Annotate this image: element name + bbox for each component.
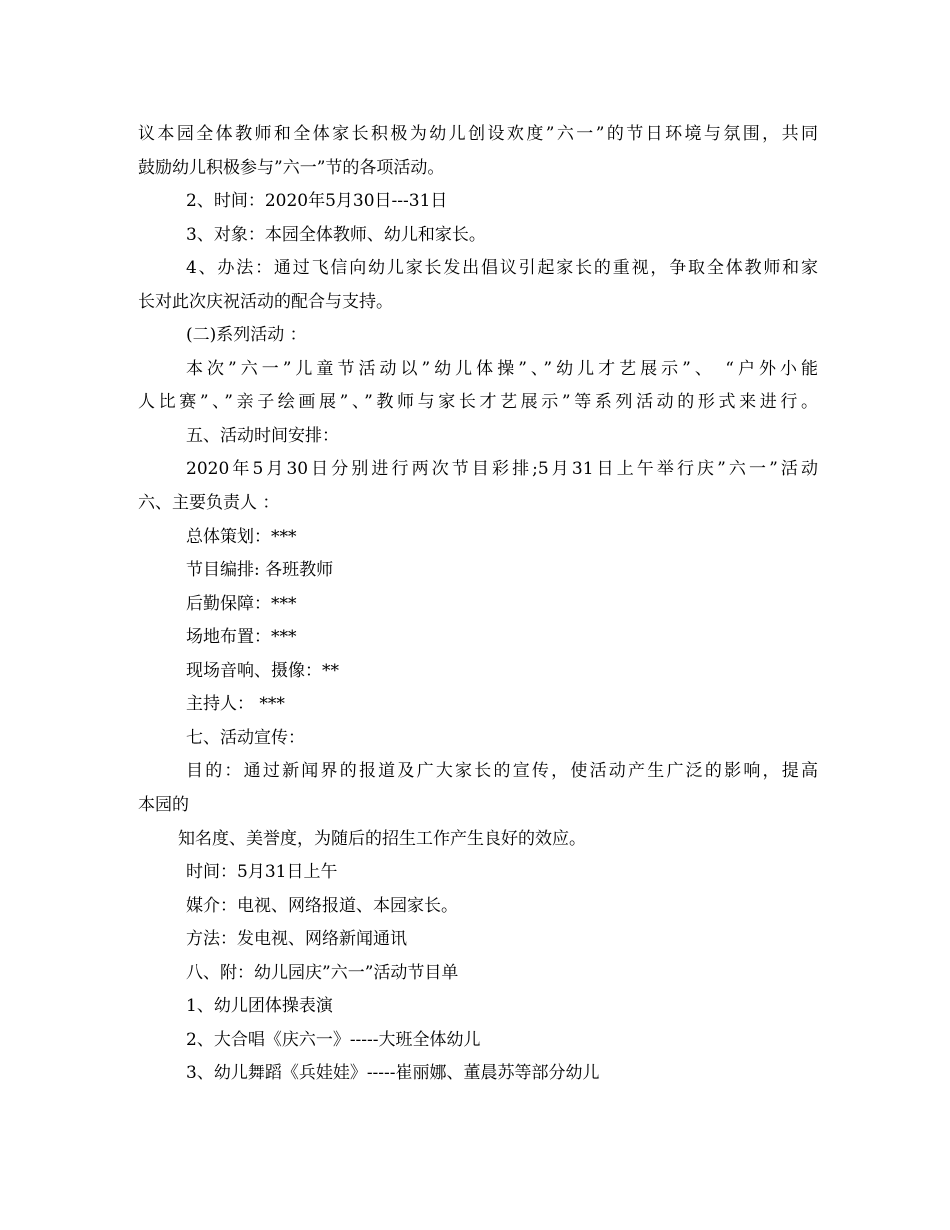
section-heading: (二)系列活动 ：	[186, 325, 307, 345]
list-item: 现场音响、摄像：**	[186, 661, 339, 681]
paragraph-line: 2020年5月30日分别进行两次节目彩排;5月31日上午举行庆”六一”活动	[186, 459, 818, 479]
list-item-method: 4、办法：通过飞信向幼儿家长发出倡议引起家长的重视，争取全体教师和家	[186, 258, 818, 278]
list-item-time: 2、时间：2020年5月30日---31日	[186, 191, 448, 211]
list-item: 场地布置：***	[186, 627, 297, 647]
paragraph-line: 鼓励幼儿积极参与”六一”节的各项活动。	[138, 158, 445, 178]
paragraph-line: 长对此次庆祝活动的配合与支持。	[138, 292, 393, 312]
section-heading: 五、活动时间安排：	[186, 426, 339, 446]
paragraph-line: 人比赛”、”亲子绘画展”、”教师与家长才艺展示”等系列活动的形式来进行。	[138, 392, 818, 412]
paragraph-line: 本次”六一”儿童节活动以”幼儿体操”、”幼儿才艺展示”、 “户外小能	[186, 359, 818, 379]
paragraph-line: 知名度、美誉度，为随后的招生工作产生良好的效应。	[178, 829, 586, 849]
list-item: 后勤保障：***	[186, 594, 297, 614]
list-item: 方法：发电视、网络新闻通讯	[186, 929, 407, 949]
program-item: 1、幼儿团体操表演	[186, 996, 333, 1016]
list-item: 时间：5月31日上午	[186, 862, 338, 882]
section-heading: 六、主要负责人 ：	[138, 493, 280, 513]
section-heading: 七、活动宣传：	[186, 728, 305, 748]
paragraph-line: 本园的	[138, 795, 189, 815]
list-item: 节目编排: 各班教师	[186, 560, 334, 580]
list-item-target: 3、对象：本园全体教师、幼儿和家长。	[186, 225, 486, 245]
paragraph-line: 议本园全体教师和全体家长积极为幼儿创设欢度”六一”的节日环境与氛围，共同	[138, 124, 818, 144]
section-heading: 八、附：幼儿园庆”六一”活动节目单	[186, 963, 459, 983]
paragraph-line: 目的：通过新闻界的报道及广大家长的宣传，使活动产生广泛的影响，提高	[186, 761, 818, 781]
program-item: 3、幼儿舞蹈《兵娃娃》-----崔丽娜、董晨苏等部分幼儿	[186, 1063, 600, 1083]
list-item: 媒介：电视、网络报道、本园家长。	[186, 896, 458, 916]
list-item: 主持人： ***	[186, 694, 285, 714]
program-item: 2、大合唱《庆六一》-----大班全体幼儿	[186, 1030, 481, 1050]
list-item: 总体策划：***	[186, 527, 297, 547]
